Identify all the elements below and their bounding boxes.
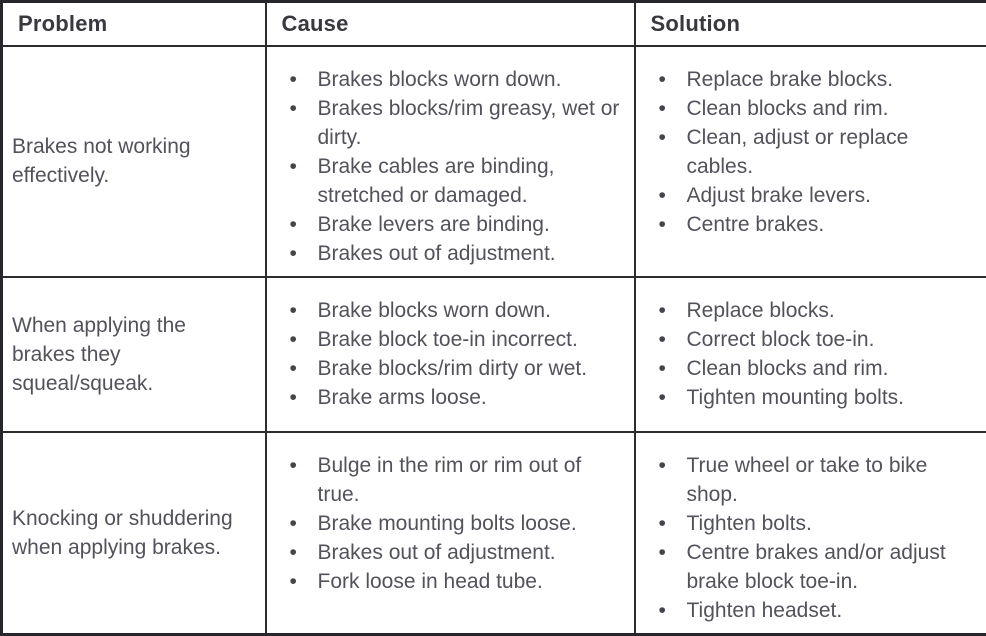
bullet-item: • Tighten headset.	[636, 596, 983, 625]
bullet-item: • Brake cables are binding, stretched or damaged.	[267, 152, 630, 210]
bullet-item: • Adjust brake levers.	[636, 181, 983, 210]
bullet-item: • Fork loose in head tube.	[267, 567, 630, 596]
problem-cell: Knocking or shuddering when applying brakes.	[2, 432, 266, 635]
bullet-item: • Replace brake blocks.	[636, 65, 983, 94]
problem-cell: When applying the brakes they squeal/squeak.	[2, 277, 266, 432]
header-row	[2, 2, 986, 46]
cause-cell	[266, 277, 635, 432]
header-solution: Solution	[635, 2, 986, 46]
bullet-item: • Centre brakes.	[636, 210, 983, 239]
problem-cell: Brakes not working effectively.	[2, 46, 266, 277]
bullet-item: • Brakes blocks/rim greasy, wet or dirty.	[267, 94, 630, 152]
bullet-item: • Tighten mounting bolts.	[636, 383, 983, 412]
solution-cell	[635, 432, 986, 635]
solution-cell	[635, 277, 986, 432]
cause-cell	[266, 46, 635, 277]
bullet-item: • Replace blocks.	[636, 296, 983, 325]
solution-list	[636, 65, 983, 239]
bullet-item: • Bulge in the rim or rim out of true.	[267, 451, 630, 509]
bullet-item: • Brakes out of adjustment.	[267, 239, 630, 268]
cause-list	[267, 296, 630, 412]
bullet-item: • Brake blocks/rim dirty or wet.	[267, 354, 630, 383]
bullet-item: • Brake blocks worn down.	[267, 296, 630, 325]
bullet-item: • Brake arms loose.	[267, 383, 630, 412]
bullet-item: • Brake levers are binding.	[267, 210, 630, 239]
bullet-item: • Tighten bolts.	[636, 509, 983, 538]
table-row	[2, 432, 986, 635]
solution-list	[636, 296, 983, 412]
table-row	[2, 46, 986, 277]
bullet-item: • Brakes out of adjustment.	[267, 538, 630, 567]
bullet-item: • Centre brakes and/or adjust brake block toe-in.	[636, 538, 983, 596]
bullet-item: • Clean blocks and rim.	[636, 354, 983, 383]
header-cause: Cause	[266, 2, 635, 46]
cause-list	[267, 451, 630, 596]
bullet-item: • True wheel or take to bike shop.	[636, 451, 983, 509]
bullet-item: • Brake block toe-in incorrect.	[267, 325, 630, 354]
bullet-item: • Brake mounting bolts loose.	[267, 509, 630, 538]
bullet-item: • Brakes blocks worn down.	[267, 65, 630, 94]
bullet-item: • Clean blocks and rim.	[636, 94, 983, 123]
table-row	[2, 277, 986, 432]
cause-cell	[266, 432, 635, 635]
header-problem: Problem	[2, 2, 266, 46]
bullet-item: • Correct block toe-in.	[636, 325, 983, 354]
bullet-item: • Clean, adjust or replace cables.	[636, 123, 983, 181]
solution-list	[636, 451, 983, 625]
solution-cell	[635, 46, 986, 277]
cause-list	[267, 65, 630, 268]
